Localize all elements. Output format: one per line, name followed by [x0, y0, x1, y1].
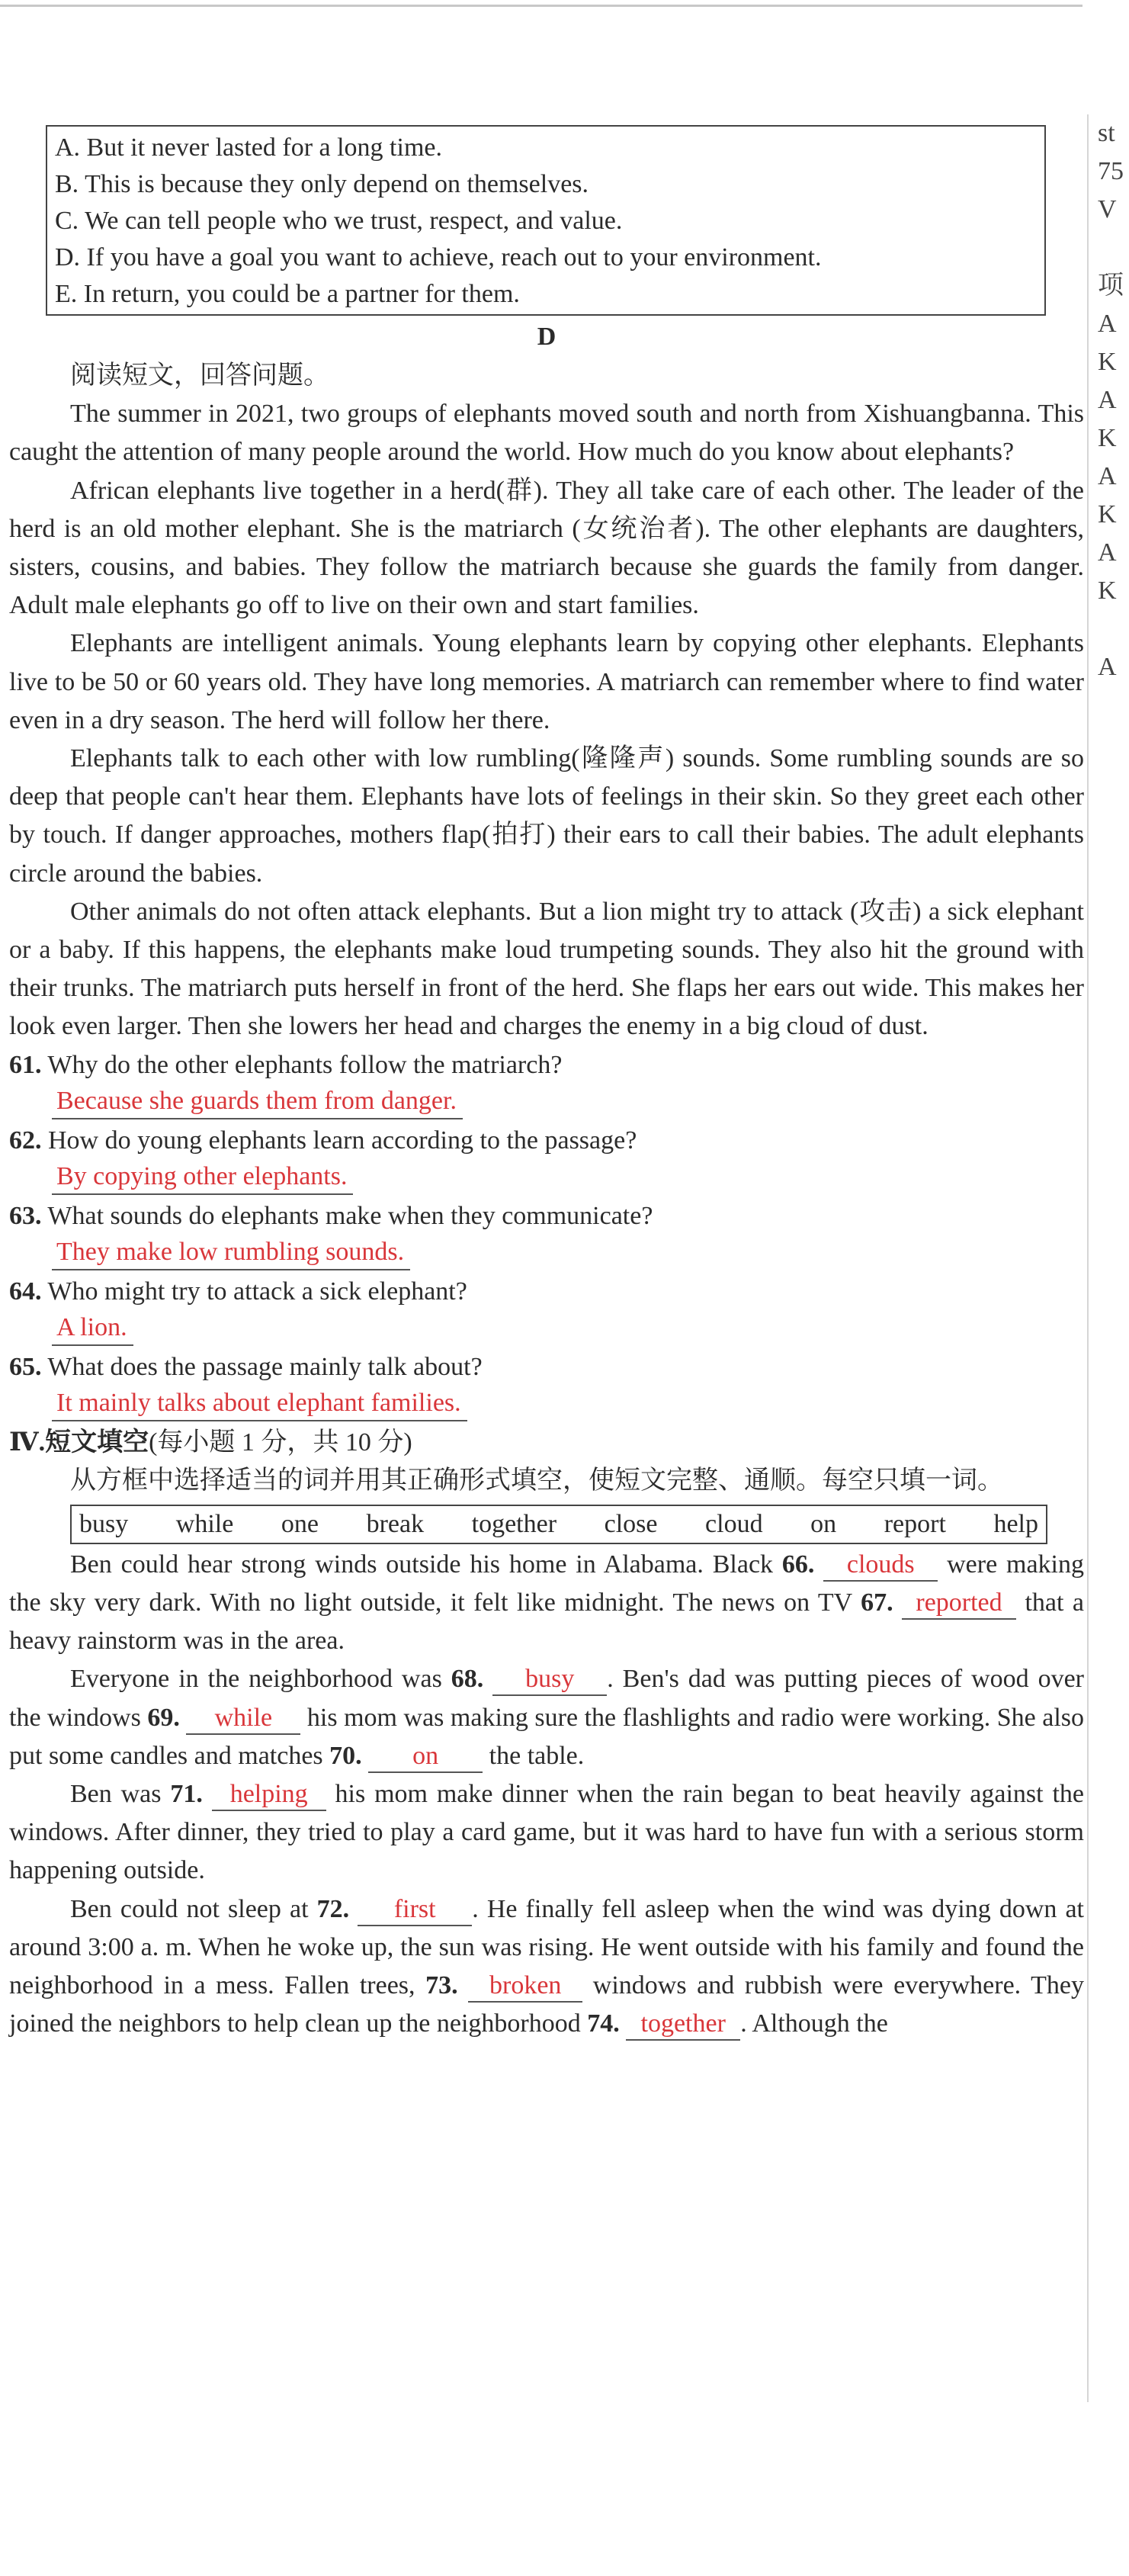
blank-number: 70. [329, 1741, 362, 1770]
cloze-paragraph-3 [9, 1775, 1084, 1890]
fragment: K [1098, 424, 1117, 452]
blank-number: 66. [781, 1550, 815, 1579]
question-number: 61. [9, 1050, 42, 1079]
column-divider [1087, 114, 1089, 2402]
section-d-label: D [537, 323, 556, 351]
blank-71[interactable]: helping [212, 1779, 326, 1811]
section-iv-numeral: Ⅳ. [9, 1428, 46, 1457]
fragment: st [1098, 119, 1115, 147]
options-box [46, 125, 1046, 316]
fragment: A [1098, 538, 1117, 567]
page-main-column [9, 114, 1084, 2044]
question-text: Why do the other elephants follow the matriarch? [47, 1050, 563, 1079]
question-64 [9, 1273, 1084, 1347]
cloze-paragraph-4 [9, 1890, 1084, 2044]
answer-61[interactable]: Because she guards them from danger. [52, 1084, 463, 1119]
cloze-text: the table. [483, 1741, 585, 1770]
option-e: E. In return, you could be a partner for them. [55, 280, 520, 308]
answer-64[interactable]: A lion. [52, 1311, 133, 1346]
word-bank [70, 1505, 1047, 1544]
blank-67[interactable]: reported [902, 1588, 1016, 1620]
blank-number: 69. [147, 1703, 180, 1732]
word-bank-item: help [993, 1509, 1038, 1538]
section-iv-score: (每小题 1 分，共 10 分) [149, 1428, 412, 1457]
passage-paragraph-4: Elephants talk to each other with low rumbling(隆隆声) sounds. Some rumbling sounds are so deep that people can't hear them. Elephants have lots of feelings in their skin. So they greet each other by touch. If danger approaches, mothers flap(拍打) their ears to call their babies. The adult elephants circle around the babies. [9, 744, 1084, 888]
question-65 [9, 1348, 1084, 1422]
option-d: D. If you have a goal you want to achieve, reach out to your environment. [55, 243, 822, 271]
question-62 [9, 1122, 1084, 1196]
cloze-text: Ben could not sleep at [70, 1894, 317, 1923]
blank-number: 73. [425, 1971, 458, 2000]
section-iv-title: 短文填空 [45, 1428, 149, 1457]
passage-paragraph-5: Other animals do not often attack elephants. But a lion might try to attack (攻击) a sick elephant or a baby. If this happens, the elephants make loud trumpeting sounds. They also hit the ground with their trunks. The matriarch puts herself in front of the herd. She flaps her ears out wide. This makes her look even larger. Then she lowers her head and charges the enemy in a big cloud of dust. [9, 897, 1084, 1041]
question-number: 64. [9, 1277, 42, 1306]
question-63 [9, 1197, 1084, 1271]
right-column-fragments [1098, 114, 1129, 686]
fragment [1098, 229, 1129, 267]
fragment: A [1098, 653, 1117, 681]
passage-paragraph-1: The summer in 2021, two groups of elephants moved south and north from Xishuangbanna. This caught the attention of many people around the world. How much do you know about elephants? [9, 400, 1084, 467]
section-iv-heading [9, 1424, 1084, 1462]
option-c: C. We can tell people who we trust, respect, and value. [55, 207, 623, 235]
cloze-text: his mom was making sure the flashlights and radio were working. She also put some candles and matches [9, 1703, 1085, 1770]
cloze-text: Everyone in the neighborhood was [70, 1665, 451, 1694]
word-bank-item: close [604, 1509, 658, 1538]
cloze-text: his mom make dinner when the rain began to beat heavily against the windows. After dinner, they tried to play a card game, but it was hard to have fun with a serious storm happening outside. [9, 1780, 1084, 1885]
passage-paragraph-3: Elephants are intelligent animals. Young elephants learn by copying other elephants. Elephants live to be 50 or 60 years old. They have long memories. A matriarch can remember where to find water even in a dry season. The herd will follow her there. [9, 629, 1084, 734]
blank-66[interactable]: clouds [823, 1550, 938, 1582]
blank-73[interactable]: broken [468, 1971, 582, 2003]
question-number: 65. [9, 1352, 42, 1381]
cloze-text: Ben could hear strong winds outside his home in Alabama. Black [70, 1550, 782, 1579]
fragment: A [1098, 310, 1117, 338]
cloze-text: Ben was [70, 1780, 171, 1809]
cloze-text: . Ben's dad was putting pieces of wood over the windows [9, 1665, 1085, 1732]
passage-paragraph-2: African elephants live together in a herd(群). They all take care of each other. The leader of the herd is an old mother elephant. She is the matriarch (女统治者). The other elephants are daughters, sisters, cousins, and babies. They follow the matriarch because she guards the family from danger. Adult male elephants go off to live on their own and start families. [9, 476, 1084, 620]
section-iv-instruction: 从方框中选择适当的词并用其正确形式填空，使短文完整、通顺。每空只填一词。 [70, 1466, 1003, 1495]
question-text: How do young elephants learn according to the passage? [48, 1126, 637, 1155]
blank-70[interactable]: on [368, 1741, 483, 1773]
blank-number: 72. [316, 1894, 350, 1923]
question-text: Who might try to attack a sick elephant? [47, 1277, 467, 1306]
blank-number: 74. [587, 2009, 620, 2038]
top-rule [0, 5, 1082, 7]
fragment: A [1098, 462, 1117, 490]
fragment: V [1098, 195, 1117, 223]
cloze-text: that a heavy rainstorm was in the area. [9, 1588, 1084, 1656]
blank-68[interactable]: busy [492, 1664, 607, 1696]
blank-number: 71. [170, 1780, 203, 1809]
question-number: 62. [9, 1126, 42, 1155]
cloze-text: . He finally fell asleep when the wind was dying down at around 3:00 a. m. When he woke up, the sun was rising. He went outside with his family and found the neighborhood in a mess. Fallen trees, [9, 1894, 1084, 2000]
fragment: K [1098, 348, 1117, 376]
blank-69[interactable]: while [186, 1703, 300, 1735]
cloze-paragraph-1 [9, 1546, 1084, 1661]
question-text: What sounds do elephants make when they communicate? [47, 1201, 653, 1230]
word-bank-item: together [471, 1509, 557, 1538]
fragment: K [1098, 500, 1117, 528]
cloze-paragraph-2 [9, 1660, 1084, 1775]
cloze-text: windows and rubbish were everywhere. They joined the neighbors to help clean up the neighborhood [9, 1971, 1085, 2038]
word-bank-item: busy [79, 1509, 129, 1538]
cloze-text: . Although the [740, 2009, 888, 2038]
word-bank-item: report [884, 1509, 946, 1538]
section-d-instruction: 阅读短文，回答问题。 [70, 361, 329, 390]
answer-62[interactable]: By copying other elephants. [52, 1160, 353, 1195]
question-number: 63. [9, 1201, 42, 1230]
option-b: B. This is because they only depend on themselves. [55, 170, 589, 198]
answer-63[interactable]: They make low rumbling sounds. [52, 1235, 410, 1270]
question-61 [9, 1046, 1084, 1120]
fragment: A [1098, 386, 1117, 414]
fragment [1098, 610, 1129, 648]
word-bank-item: one [281, 1509, 319, 1538]
word-bank-item: break [366, 1509, 425, 1538]
question-text: What does the passage mainly talk about? [47, 1352, 483, 1381]
fragment: 项 [1098, 271, 1124, 300]
blank-number: 68. [451, 1665, 484, 1694]
option-a: A. But it never lasted for a long time. [55, 133, 442, 162]
cloze-text: were making the sky very dark. With no light outside, it felt like midnight. The news on TV [9, 1550, 1085, 1617]
blank-number: 67. [861, 1588, 893, 1617]
word-bank-item: cloud [705, 1509, 763, 1538]
blank-72[interactable]: first [358, 1894, 472, 1926]
word-bank-item: while [175, 1509, 234, 1538]
fragment: 75 [1098, 157, 1124, 185]
word-bank-item: on [810, 1509, 837, 1538]
fragment: K [1098, 577, 1117, 605]
answer-65[interactable]: It mainly talks about elephant families. [52, 1386, 467, 1421]
blank-74[interactable]: together [626, 2009, 740, 2041]
